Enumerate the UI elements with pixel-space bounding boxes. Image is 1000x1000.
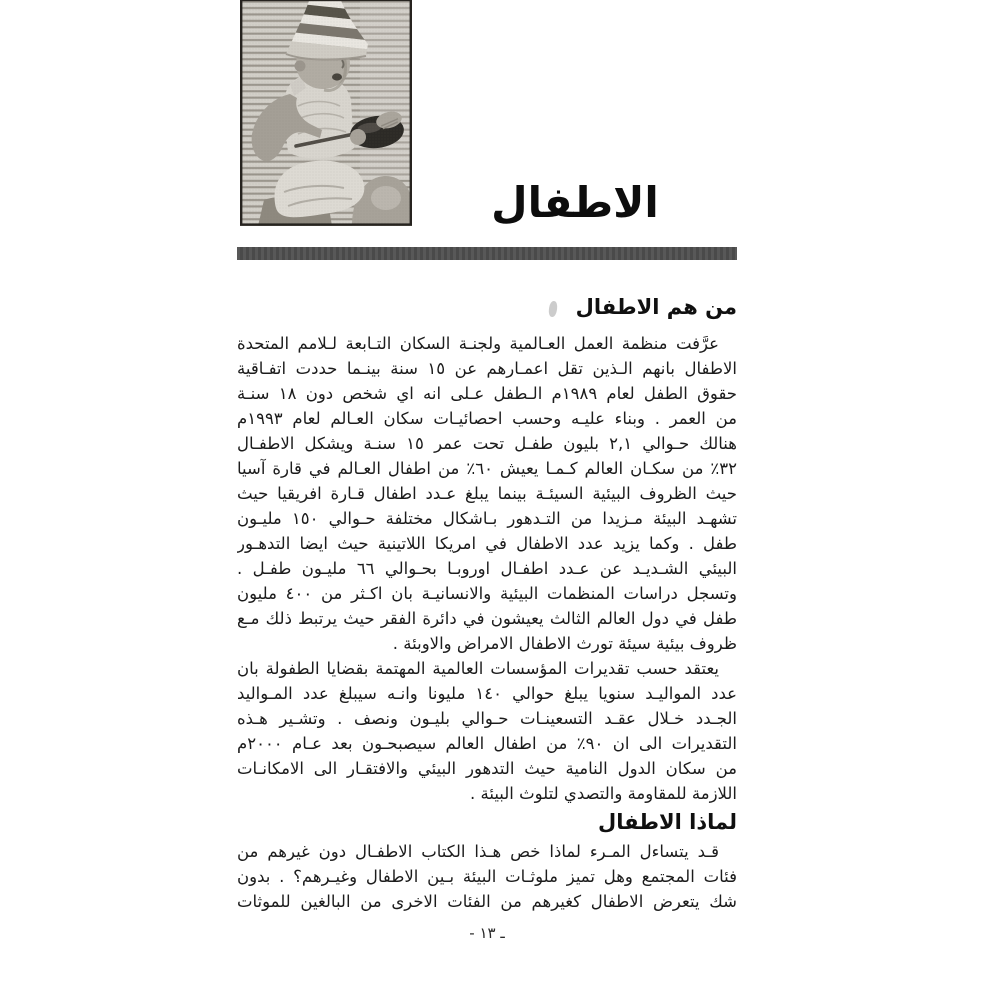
text-column [237,292,737,914]
text-line: تشهـد البيئة مـزيدا من التـدهور بـاشكال مختلفة حـوالي ١٥٠ مليـون [237,509,737,528]
text-line: البيئي الشـديـد عن عـدد اطفـال اوروبـا بحـوالي ٦٦ مليـون طفـل . [237,559,737,578]
baby-photo-illustration [240,0,412,226]
text-line: الجـدد خـلال عقـد التسعينـات حـوالي بليـون ونصف . وتشـير هـذه [237,709,737,728]
text-line: وتسجل دراسات المنظمات البيئية والانسانيـة بان اكـثر من ٤٠٠ مليون [237,584,737,603]
section-divider-bar [237,247,737,260]
text-line: عدد المواليـد سنويا يبلغ حوالي ١٤٠ مليونا وانـه سيبلغ عدد المـواليد [237,684,737,703]
section-heading: من هم الاطفال [575,295,737,319]
text-line: اللازمة للمقاومة والتصدي لتلوث البيئة . [470,784,737,803]
text-line: ظروف بيئية سيئة تورث الاطفال الامراض والاوبئة . [392,634,737,653]
text-line: ٣٢٪ من سكـان العالم كـمـا يعيش ٦٠٪ من اطفال العـالم في قارة آسيا [237,459,737,478]
section-heading: لماذا الاطفال [598,810,737,834]
baby-with-striped-hat-photo [240,0,412,226]
text-line: عرَّفت منظمة العمل العـالمية ولجنـة السكان التـابعة لـلامم المتحدة [237,334,719,353]
text-line: حيث الظروف البيئية السيئـة بينما يبلغ عـدد اطفال قـارة افريقيا حيث [237,484,737,503]
text-line: حقوق الطفل لعام ١٩٨٩م الـطفل عـلى انه اي شخص دون ١٨ سنـة [237,384,737,403]
text-line: شك يتعرض الاطفال كغيرهم من الفئات الاخرى من البالغين للموثات [237,892,737,911]
text-line: قـد يتساءل المـرء لماذا خص هـذا الكتاب الاطفـال دون غيرهم من [237,842,719,861]
text-line: طفل في دول العالم الثالث يعيشون في دائرة الفقر حيث يرتبط ذلك مـع [237,609,737,628]
text-line: من العمر . وبناء عليـه وحسب احصائيـات سكان العـالم لعام ١٩٩٣م [237,409,737,428]
paragraph [237,331,737,656]
text-line: من سكان الدول النامية حيث التدهور البيئي والافتقـار الى الامكانـات [237,759,737,778]
text-line: يعتقد حسب تقديرات المؤسسات العالمية المهتمة بقضايا الطفولة بان [237,659,719,678]
text-line: هنالك حـوالي ٢,١ بليون طفـل تحت عمر ١٥ سنـة ويشكل الاطفـال [237,434,737,453]
text-line: طفل . وكما يزيد عدد الاطفال في امريكا اللاتينية حيث ايضا التدهـور [237,534,737,553]
paragraph [237,656,737,806]
chapter-title: الاطفال [491,178,659,227]
page-number: ـ ١٣ - [469,924,505,942]
text-line: الاطفال بانهم الـذين تقل اعمـارهم عن ١٥ سنة بينـما حددت اتفـاقية [237,359,737,378]
text-line: التقديرات الى ان ٩٠٪ من اطفال العالم سيصبحـون بعد عـام ٢٠٠٠م [237,734,737,753]
text-line: فئات المجتمع وهل تميز ملوثـات البيئة بـين الاطفال وغيـرهم؟ . بدون [237,867,737,886]
paragraph [237,839,737,914]
